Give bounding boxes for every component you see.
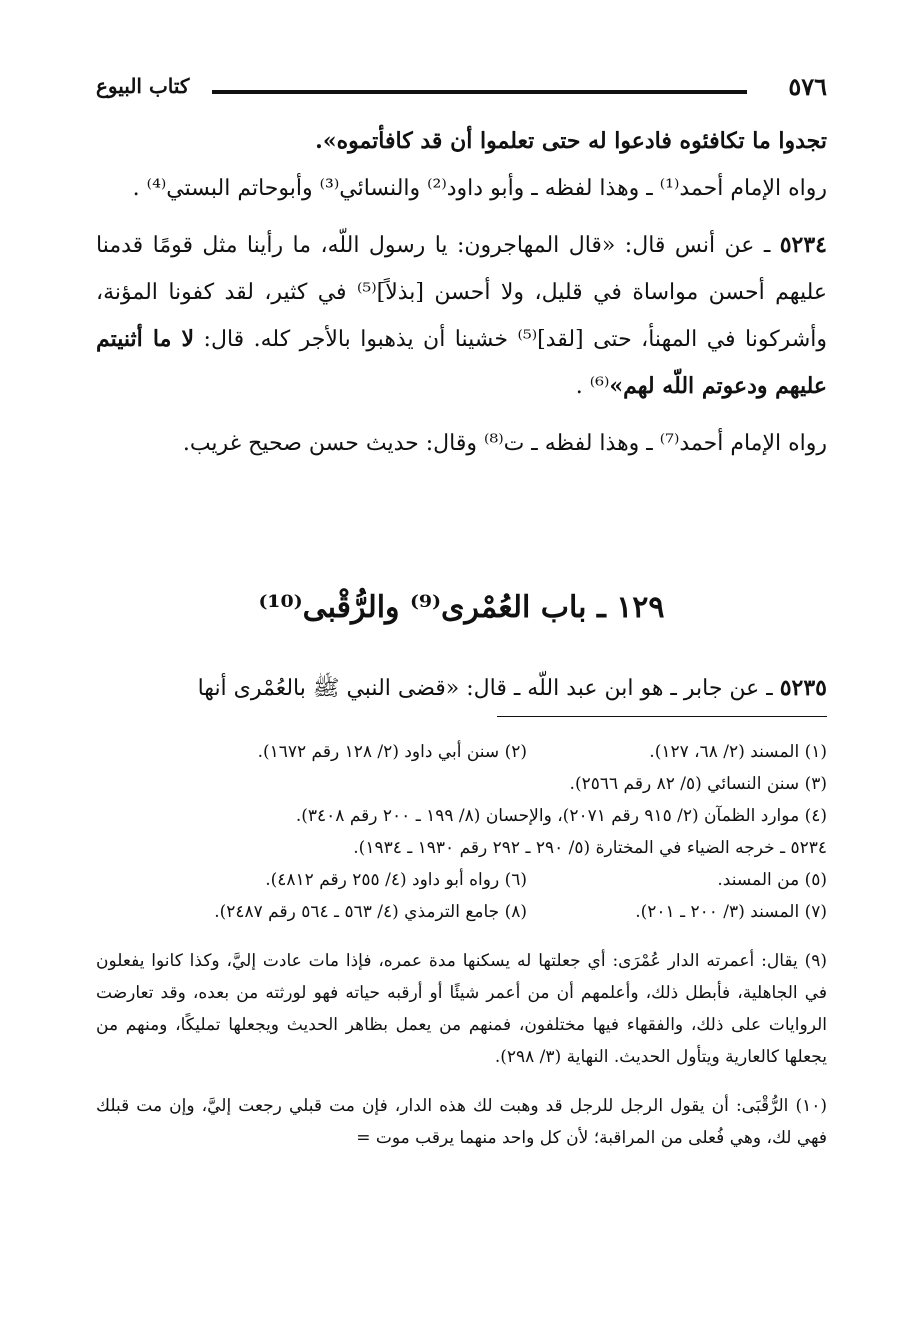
footnote-8: (٨) جامع الترمذي (٤/ ٥٦٣ ـ ٥٦٤ رقم ٢٤٨٧). [214, 902, 527, 922]
page-header [96, 72, 827, 102]
footnote-separator [497, 716, 827, 717]
hadith-number: ٥٢٣٥ [779, 675, 827, 701]
footnote-1: (١) المسند (٢/ ٦٨، ١٢٧). [649, 742, 827, 762]
footnote-7: (٧) المسند (٣/ ٢٠٠ ـ ٢٠١). [635, 902, 827, 922]
footnote-5234: ٥٢٣٤ ـ خرجه الضياء في المختارة (٥/ ٢٩٠ ـ ٢٩٢ رقم ١٩٣٠ ـ ١٩٣٤). [353, 838, 827, 858]
footnote-6: (٦) رواه أبو داود (٤/ ٢٥٥ رقم ٤٨١٢). [265, 870, 527, 890]
hadith-footnote-ref: ⁽⁶⁾ . [575, 374, 610, 399]
hadith-5235 [96, 666, 827, 711]
hadith-5234 [96, 222, 827, 410]
footnote-row [96, 896, 827, 928]
footnote-row [96, 736, 827, 768]
footnotes [96, 736, 827, 1171]
hadith-text: ـ عن جابر ـ هو ابن عبد اللّه ـ قال: «قضى النبي ﷺ بالعُمْرى أنها [197, 676, 780, 701]
footnote-2: (٢) سنن أبي داود (٢/ ١٢٨ رقم ١٦٧٢). [257, 742, 527, 762]
hadith-number: ٥٢٣٤ [779, 232, 827, 258]
page-number: ٥٧٦ [788, 72, 827, 101]
footnote-3: (٣) سنن النسائي (٥/ ٨٢ رقم ٢٥٦٦). [569, 774, 827, 794]
footnote-row [96, 864, 827, 896]
footnote-5: (٥) من المسند. [717, 870, 827, 890]
narration-paragraph-2: رواه الإمام أحمد⁽⁷⁾ ـ وهذا لفظه ـ ت⁽⁸⁾ وقال: حديث حسن صحيح غريب. [182, 431, 827, 456]
footnote-10: (١٠) الرُّقْبَى: أن يقول الرجل للرجل قد وهبت لك هذه الدار، فإن مت قبلي رجعت إليَّ، وإن مت قبلك فهي لك، وهي فُعلى من المراقبة؛ لأن كل واحد منهما يرقب موت = [96, 1096, 827, 1148]
header-rule [212, 90, 747, 94]
footnote-4: (٤) موارد الظمآن (٢/ ٩١٥ رقم ٢٠٧١)، والإحسان (٨/ ١٩٩ ـ ٢٠٠ رقم ٣٤٠٨). [295, 806, 827, 826]
book-title: كتاب البيوع [96, 74, 190, 98]
chapter-heading: ١٢٩ ـ باب العُمْرى⁽⁹⁾ والرُّقْبى⁽¹⁰⁾ [258, 590, 665, 625]
hadith-text: ـ عن أنس قال: «قال المهاجرون: يا رسول اللّه، ما رأينا مثل قومًا قدمنا عليهم أحسن مواساة في قليل، ولا أحسن [بذلاً]⁽⁵⁾ في كثير، لقد كفونا المؤنة، وأشركونا في المهنأ، حتى [لقد]⁽⁵⁾ خشينا أن يذهبوا بالأجر كله. قال: [96, 233, 827, 352]
continued-hadith-line: تجدوا ما تكافئوه فادعوا له حتى تعلموا أن قد كافأتموه». [315, 128, 827, 154]
narration-paragraph-1: رواه الإمام أحمد⁽¹⁾ ـ وهذا لفظه ـ وأبو داود⁽²⁾ والنسائي⁽³⁾ وأبوحاتم البستي⁽⁴⁾ . [132, 176, 827, 201]
main-text [96, 118, 827, 467]
footnote-9: (٩) يقال: أعمرته الدار عُمْرَى: أي جعلتها له يسكنها مدة عمره، فإذا مات عادت إليَّ، وكذا كانوا يفعلون في الجاهلية، فأبطل ذلك، وأعلمهم أن من أعمر شيئًا أو أرقبه حياته فهو لورثته من بعده، وقد تعارضت الروايات على ذلك، والفقهاء فيها مختلفون، فمنهم من يعمل بظاهر الحديث ويجعلها تمليكًا، ومنهم من يجعلها كالعارية ويتأول الحديث. النهاية (٣/ ٢٩٨). [96, 951, 827, 1067]
hadith-prophet-quote: لا ما أثنيتم عليهم ودعوتم اللّه لهم» [96, 326, 827, 399]
